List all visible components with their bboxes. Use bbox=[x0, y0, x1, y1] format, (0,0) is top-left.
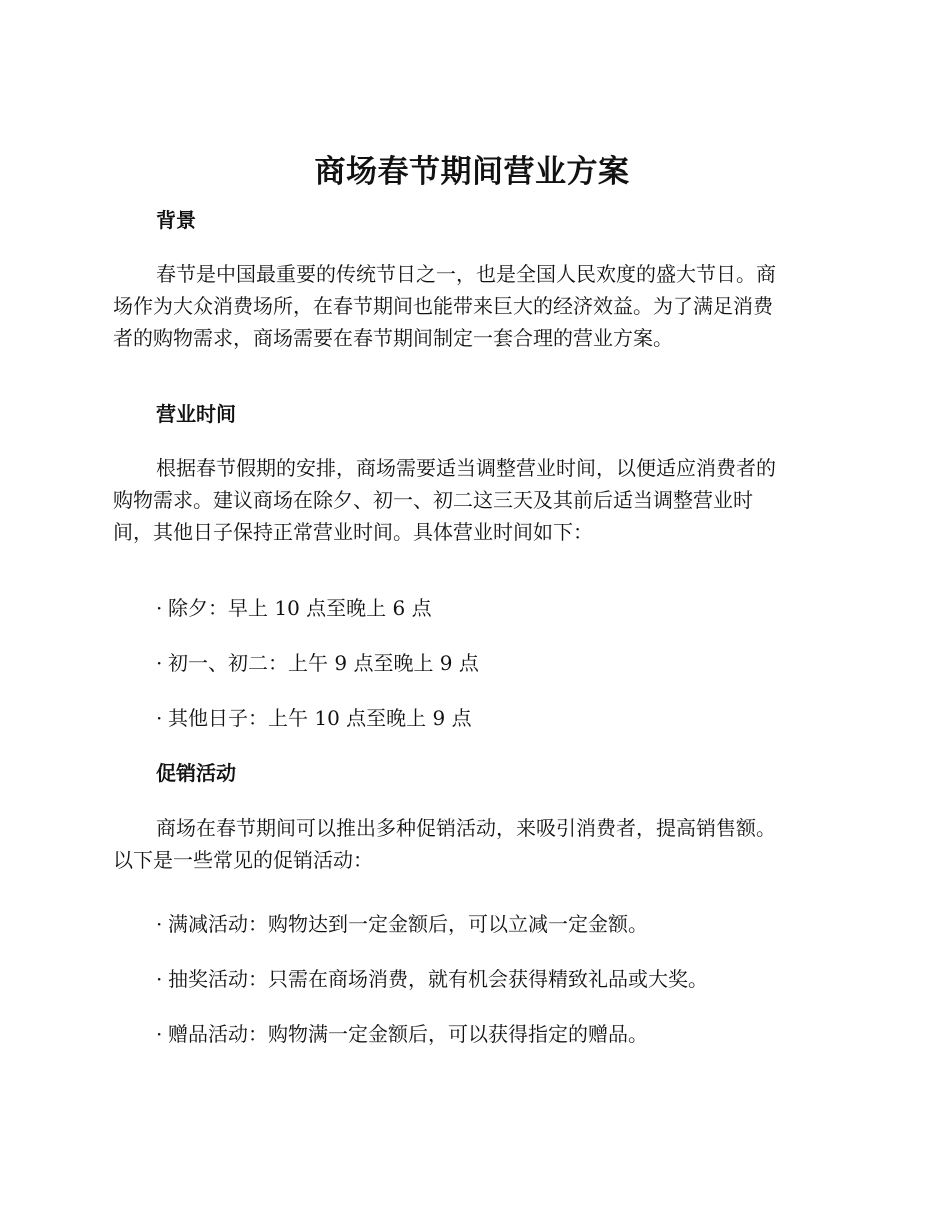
bullet-dot: · bbox=[156, 1022, 163, 1046]
paragraph-line: 春节是中国最重要的传统节日之一，也是全国人民欢度的盛大节日。商 bbox=[156, 262, 776, 286]
paragraph-line: 间，其他日子保持正常营业时间。具体营业时间如下： bbox=[113, 520, 593, 544]
list-item bbox=[156, 647, 479, 679]
list-item-text: 其他日子：上午 10 点至晚上 9 点 bbox=[168, 706, 472, 730]
paragraph-line: 者的购物需求，商场需要在春节期间制定一套合理的营业方案。 bbox=[113, 326, 673, 350]
paragraph-hours bbox=[113, 452, 831, 548]
list-item bbox=[156, 702, 472, 734]
list-item-text: 抽奖活动：只需在商场消费，就有机会获得精致礼品或大奖。 bbox=[168, 967, 708, 991]
paragraph-line: 场作为大众消费场所，在春节期间也能带来巨大的经济效益。为了满足消费 bbox=[113, 294, 773, 318]
paragraph-background bbox=[113, 258, 831, 354]
section-heading-hours: 营业时间 bbox=[156, 402, 236, 426]
list-item-text: 赠品活动：购物满一定金额后，可以获得指定的赠品。 bbox=[168, 1022, 648, 1046]
list-item-text: 除夕：早上 10 点至晚上 6 点 bbox=[168, 596, 432, 620]
bullet-dot: · bbox=[156, 596, 163, 620]
bullet-dot: · bbox=[156, 912, 163, 936]
paragraph-line: 商场在春节期间可以推出多种促销活动，来吸引消费者，提高销售额。 bbox=[156, 816, 776, 840]
list-item bbox=[156, 592, 432, 624]
document-title: 商场春节期间营业方案 bbox=[314, 154, 630, 190]
section-heading-background: 背景 bbox=[156, 208, 196, 232]
bullet-dot: · bbox=[156, 651, 163, 675]
paragraph-line: 以下是一些常见的促销活动： bbox=[113, 848, 373, 872]
list-item bbox=[156, 963, 708, 995]
paragraph-line: 购物需求。建议商场在除夕、初一、初二这三天及其前后适当调整营业时 bbox=[113, 488, 753, 512]
paragraph-line: 根据春节假期的安排，商场需要适当调整营业时间，以便适应消费者的 bbox=[156, 456, 776, 480]
list-item-text: 满减活动：购物达到一定金额后，可以立减一定金额。 bbox=[168, 912, 648, 936]
list-item bbox=[156, 1018, 648, 1050]
bullet-dot: · bbox=[156, 706, 163, 730]
list-item bbox=[156, 908, 648, 940]
list-item-text: 初一、初二：上午 9 点至晚上 9 点 bbox=[168, 651, 479, 675]
paragraph-promotions bbox=[113, 812, 831, 876]
bullet-dot: · bbox=[156, 967, 163, 991]
section-heading-promotions: 促销活动 bbox=[156, 761, 236, 785]
